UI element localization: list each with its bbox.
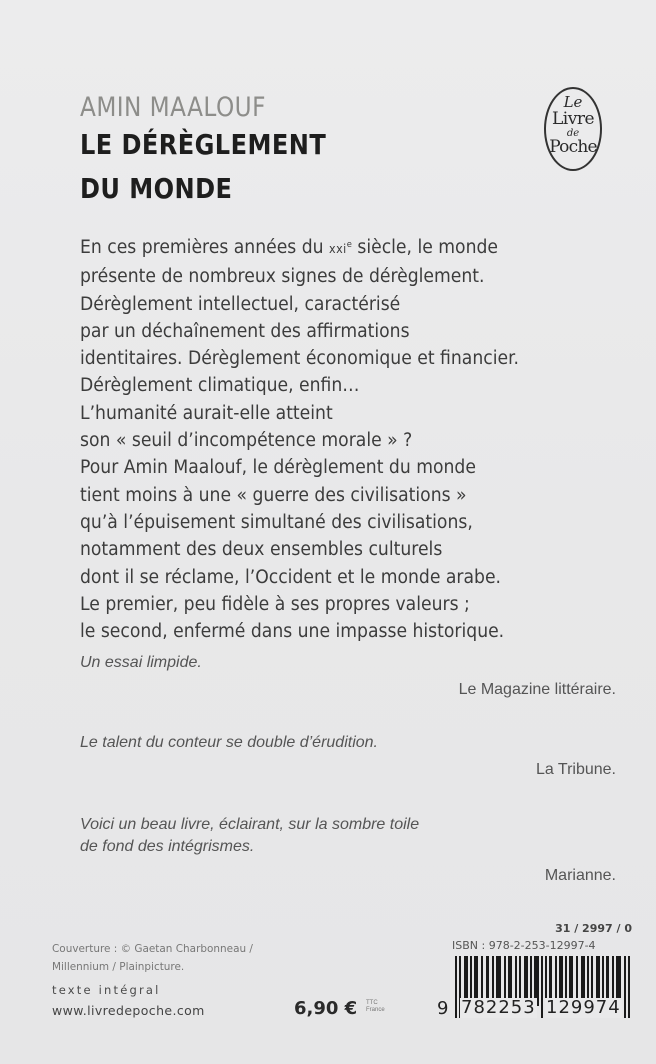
blurb-line: par un déchaînement des affirmations [80, 320, 410, 342]
logo-poche: Poche [549, 137, 597, 157]
blurb-text [80, 232, 600, 645]
blurb-line: identitaires. Dérèglement économique et financier. [80, 348, 520, 370]
blurb-line: son « seuil d’incompétence morale » ? [80, 430, 413, 452]
blurb-line: présente de nombreux signes de dérèglement. [80, 266, 485, 288]
publisher-website-link[interactable]: www.livredepoche.com [52, 1003, 205, 1018]
barcode-left-digits: 782253 [461, 997, 536, 1018]
review-quote-line: Le talent du conteur se double d’érudition. [80, 734, 378, 751]
barcode-right-digits: 129974 [546, 997, 621, 1018]
review-quote [80, 732, 378, 754]
review-quote [80, 814, 419, 858]
blurb-line: qu’à l’épuisement simultané des civilisations, [80, 511, 473, 533]
price-note-france: France [366, 1007, 385, 1013]
review-source: Le Magazine littéraire. [458, 681, 616, 698]
blurb-line [80, 232, 564, 263]
price-note-ttc: TTC [366, 1000, 378, 1006]
blurb-line: notamment des deux ensembles culturels [80, 539, 443, 561]
barcode-lead-digit: 9 [437, 998, 449, 1019]
blurb-line-end: siècle, le monde [351, 237, 498, 258]
price: 6,90 € [294, 998, 358, 1019]
livre-de-poche-logo-icon [544, 87, 602, 171]
reference-number: 31 / 2997 / 0 [555, 922, 632, 935]
book-title-line-2: DU MONDE [80, 172, 233, 205]
blurb-line: Le premier, peu fidèle à ses propres valeurs ; [80, 593, 470, 615]
isbn-label: ISBN : 978-2-253-12997-4 [452, 939, 596, 952]
blurb-line: Pour Amin Maalouf, le dérèglement du monde [80, 457, 476, 479]
review-quote [80, 652, 202, 674]
blurb-line: Dérèglement climatique, enfin… [80, 375, 360, 397]
review-source: Marianne. [544, 867, 616, 884]
logo-de: de [566, 128, 580, 139]
blurb-line: Dérèglement intellectuel, caractérisé [80, 293, 401, 315]
blurb-line: le second, enfermé dans une impasse historique. [80, 621, 505, 643]
cover-credits [52, 940, 264, 976]
logo-livre: Livre [551, 109, 595, 129]
logo-le: Le [563, 93, 583, 111]
author-name: AMIN MAALOUF [80, 92, 266, 123]
review-quote-line: de fond des intégrismes. [80, 838, 255, 855]
review-quote-line: Un essai limpide. [80, 654, 202, 671]
review-quote-line: Voici un beau livre, éclairant, sur la sombre toile [80, 816, 420, 833]
price-note [366, 1000, 385, 1014]
century-numeral: xxi [329, 242, 347, 256]
century-superscript: e [346, 240, 352, 250]
texte-integral-label: texte intégral [52, 983, 161, 997]
credit-line: Millennium / Plainpicture. [52, 960, 185, 973]
blurb-line-start: En ces premières années du [80, 237, 330, 258]
blurb-line: L’humanité aurait-elle atteint [80, 402, 333, 424]
review-source: La Tribune. [535, 761, 616, 778]
credit-line: Couverture : © Gaetan Charbonneau / [52, 942, 253, 955]
blurb-line: tient moins à une « guerre des civilisations » [80, 484, 467, 506]
book-title-line-1: LE DÉRÈGLEMENT [80, 128, 327, 161]
blurb-line: dont il se réclame, l’Occident et le monde arabe. [80, 566, 502, 588]
